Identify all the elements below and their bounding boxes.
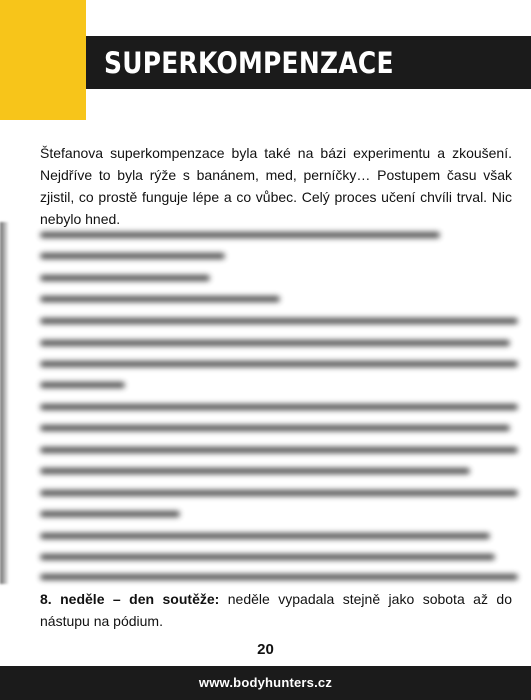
intro-paragraph: Štefanova superkompenzace byla také na bázi experimentu a zkoušení. Nejdříve to byla rýže s banánem, med, perníčky… Postupem času však zjistil, co prostě funguje lépe a co vůbec. Celý proces učení chvíli trval. Nic nebylo hned.: [40, 145, 512, 227]
blurred-line: [40, 511, 180, 517]
blurred-line: [40, 404, 518, 410]
blurred-line: [40, 533, 490, 539]
page-title: SUPERKOMPENZACE: [104, 46, 394, 80]
blurred-line: [40, 340, 510, 346]
blurred-line: [40, 554, 495, 560]
blurred-line: [40, 296, 280, 302]
yellow-accent-block: [0, 0, 86, 120]
page-edge-shadow: [0, 222, 9, 584]
blurred-line: [40, 253, 225, 259]
blurred-line: [40, 232, 440, 238]
page-number: 20: [257, 641, 274, 658]
blurred-content-area: [0, 222, 531, 584]
blurred-line: [40, 574, 518, 580]
blurred-line: [40, 425, 510, 431]
blurred-line: [40, 275, 210, 281]
blurred-line: [40, 382, 125, 388]
blurred-line: [40, 361, 518, 367]
week8-text: neděle vypadala stejně jako sobota až do nástupu na pódium.: [40, 591, 512, 629]
blurred-line: [40, 468, 470, 474]
week8-heading: 8. neděle – den soutěže:: [40, 591, 220, 607]
blurred-line: [40, 490, 518, 496]
week8-paragraph: [40, 588, 512, 632]
footer-url[interactable]: www.bodyhunters.cz: [198, 675, 333, 690]
blurred-line: [40, 447, 518, 453]
blurred-line: [40, 318, 518, 324]
